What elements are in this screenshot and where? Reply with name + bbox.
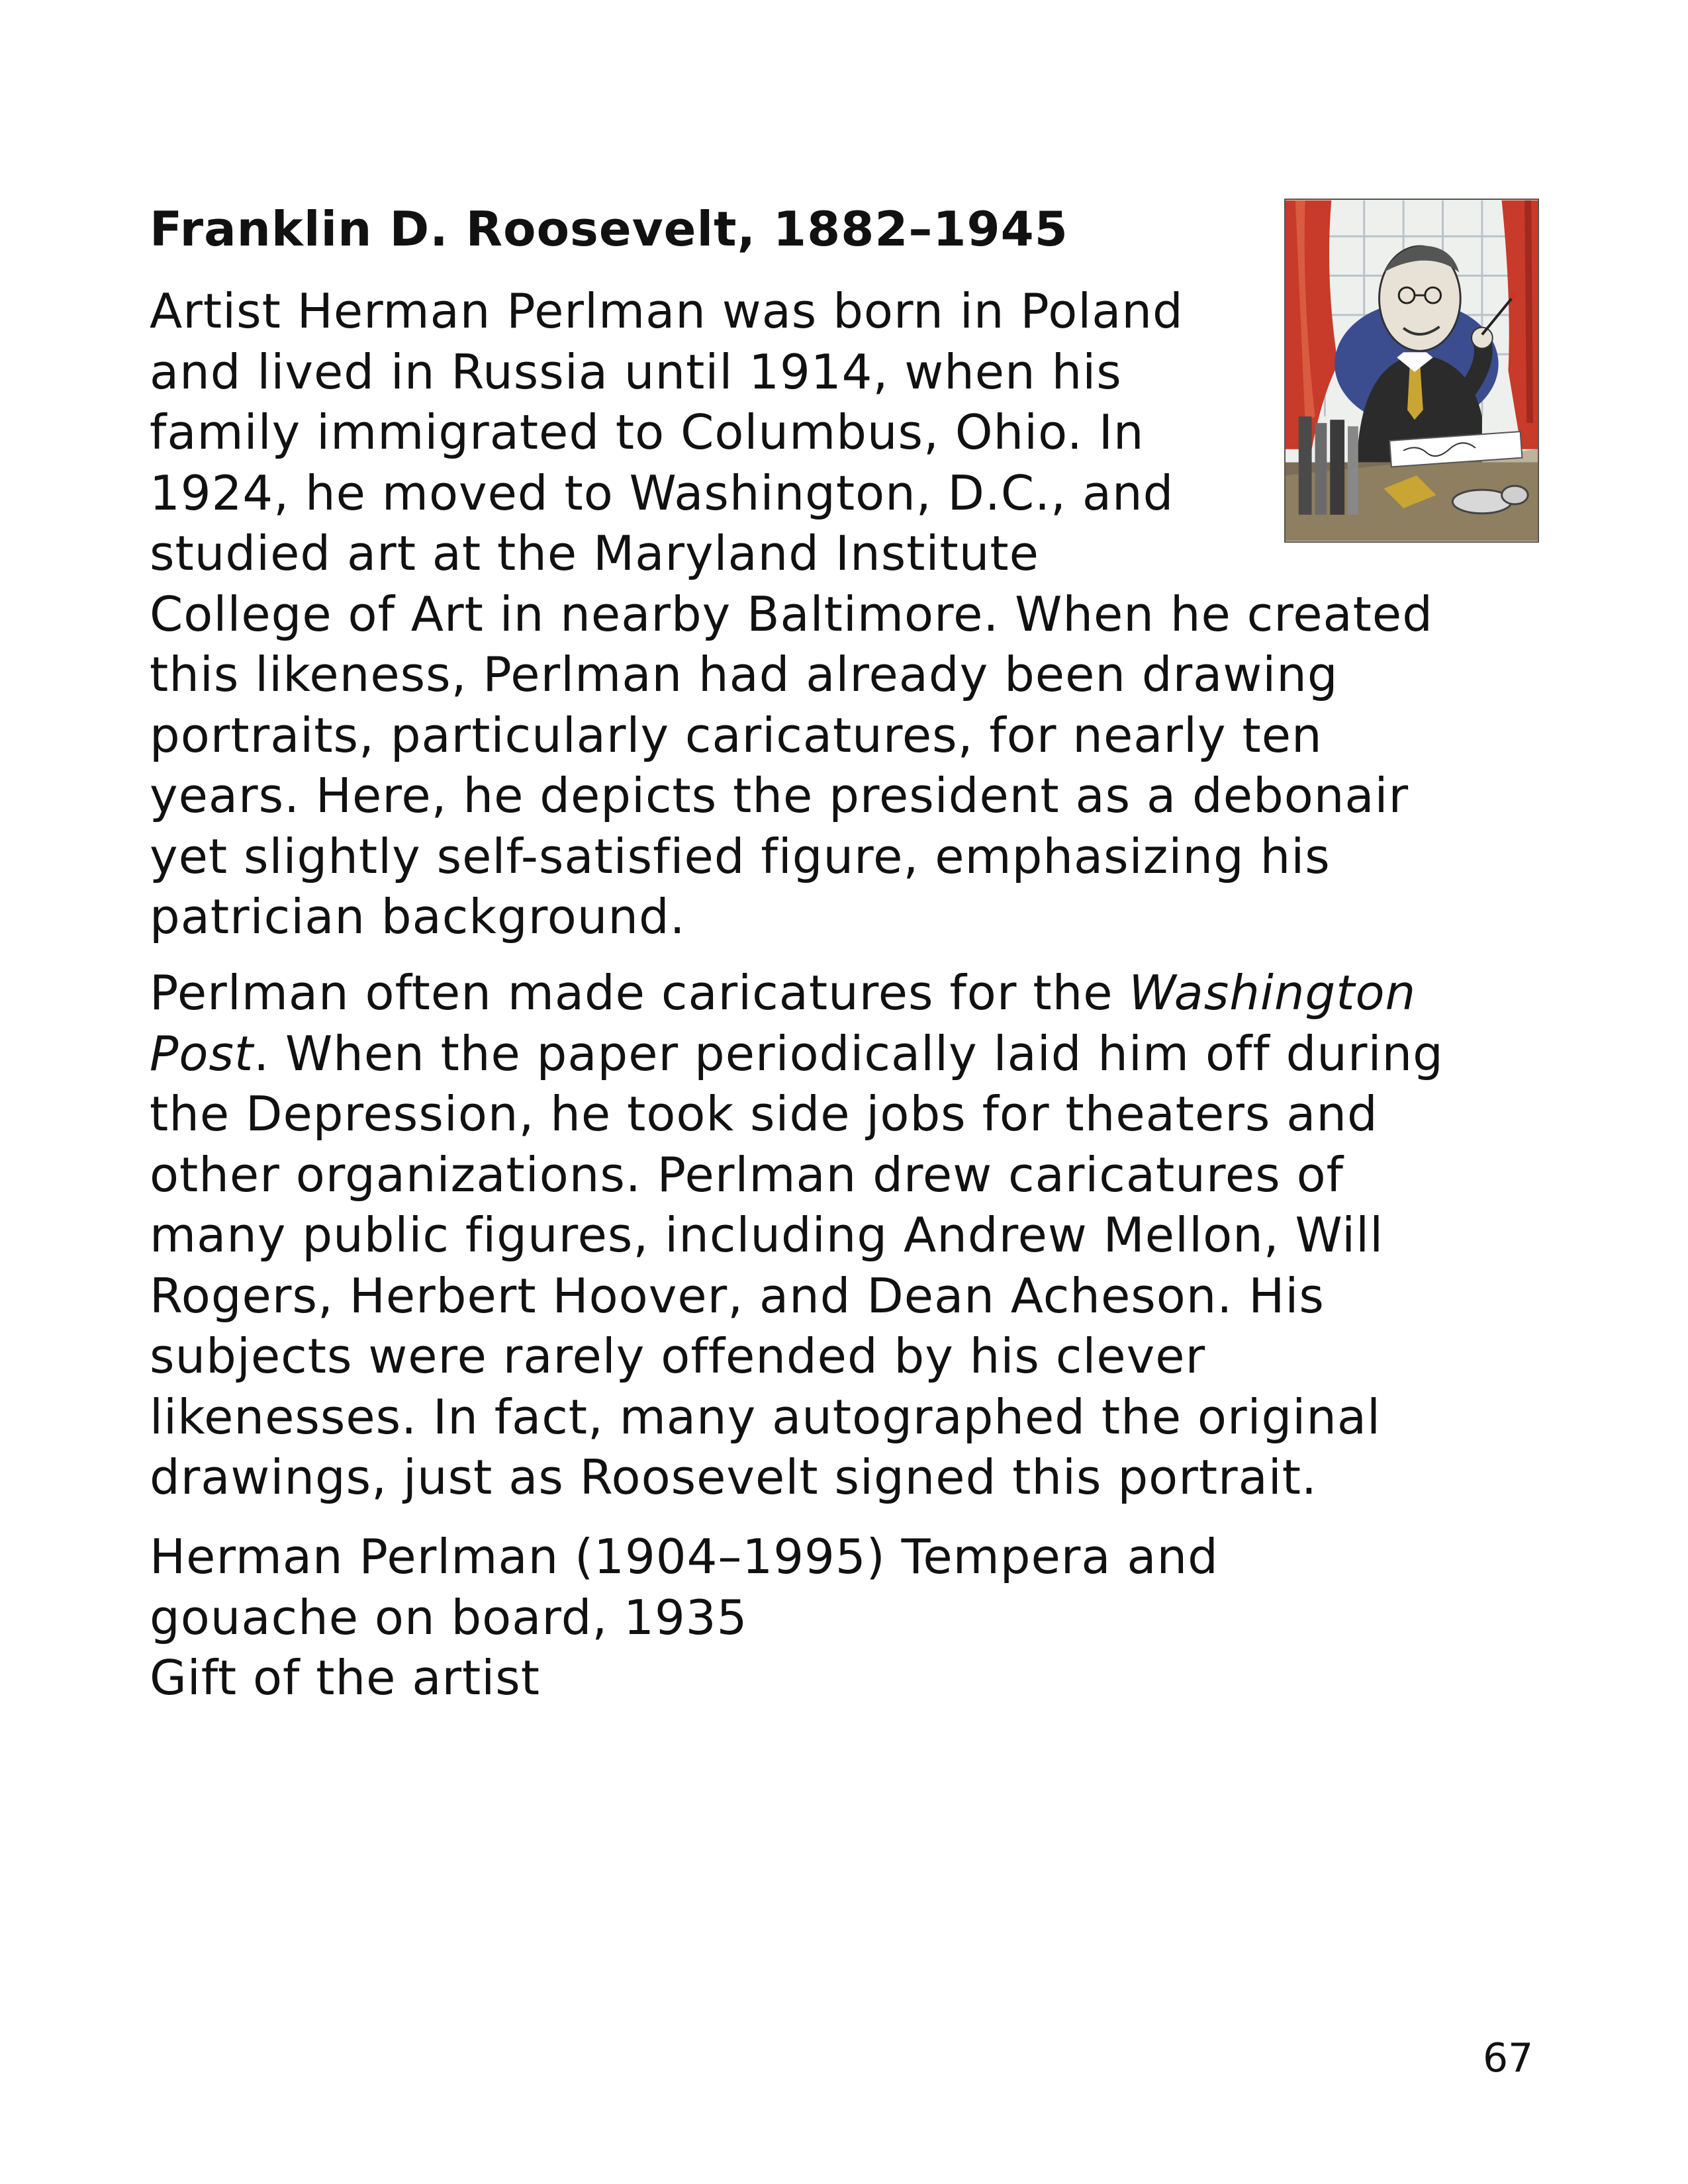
biography-paragraph <box>150 281 1433 948</box>
credit-line: Herman Perlman (1904–1995) Tempera and <box>150 1529 1219 1584</box>
text-line: yet slightly self-satisfied figure, emphasizing his <box>150 828 1331 884</box>
text-run: . When the paper periodically laid him off during <box>254 1025 1444 1081</box>
text-line: and lived in Russia until 1914, when his <box>150 343 1122 400</box>
text-line: Artist Herman Perlman was born in Poland <box>150 283 1184 339</box>
artwork-credit <box>150 1527 1219 1709</box>
text-line: family immigrated to Columbus, Ohio. In <box>150 404 1145 460</box>
text-line: College of Art in nearby Baltimore. When he created <box>150 586 1433 642</box>
text-line: many public figures, including Andrew Mellon, Will <box>150 1207 1384 1263</box>
text-line: other organizations. Perlman drew caricatures of <box>150 1146 1344 1203</box>
page-number: 67 <box>1483 2035 1534 2081</box>
credit-line: Gift of the artist <box>150 1650 541 1706</box>
text-line: patrician background. <box>150 889 686 944</box>
text-line: drawings, just as Roosevelt signed this portrait. <box>150 1449 1317 1505</box>
text-line <box>150 963 1444 1024</box>
credit-line: gouache on board, 1935 <box>150 1589 748 1645</box>
publication-title: Washington <box>1129 965 1417 1021</box>
text-line: 1924, he moved to Washington, D.C., and <box>150 465 1174 521</box>
publication-title: Post <box>150 1025 254 1081</box>
text-line: portraits, particularly caricatures, for nearly ten <box>150 707 1323 763</box>
text-line: this likeness, Perlman had already been drawing <box>150 647 1338 702</box>
text-line: likenesses. In fact, many autographed the original <box>150 1388 1382 1445</box>
text-line: years. Here, he depicts the president as a debonair <box>150 768 1409 823</box>
page-title: Franklin D. Roosevelt, 1882–1945 <box>150 201 1068 257</box>
caricature-paragraph <box>150 963 1444 1508</box>
text-line: Rogers, Herbert Hoover, and Dean Acheson. His <box>150 1267 1325 1324</box>
text-run: Perlman often made caricatures for the <box>150 965 1129 1021</box>
text-line: the Depression, he took side jobs for theaters and <box>150 1086 1378 1142</box>
text-line: subjects were rarely offended by his clever <box>150 1328 1206 1384</box>
text-line: studied art at the Maryland Institute <box>150 525 1039 581</box>
text-line <box>150 1024 1444 1085</box>
